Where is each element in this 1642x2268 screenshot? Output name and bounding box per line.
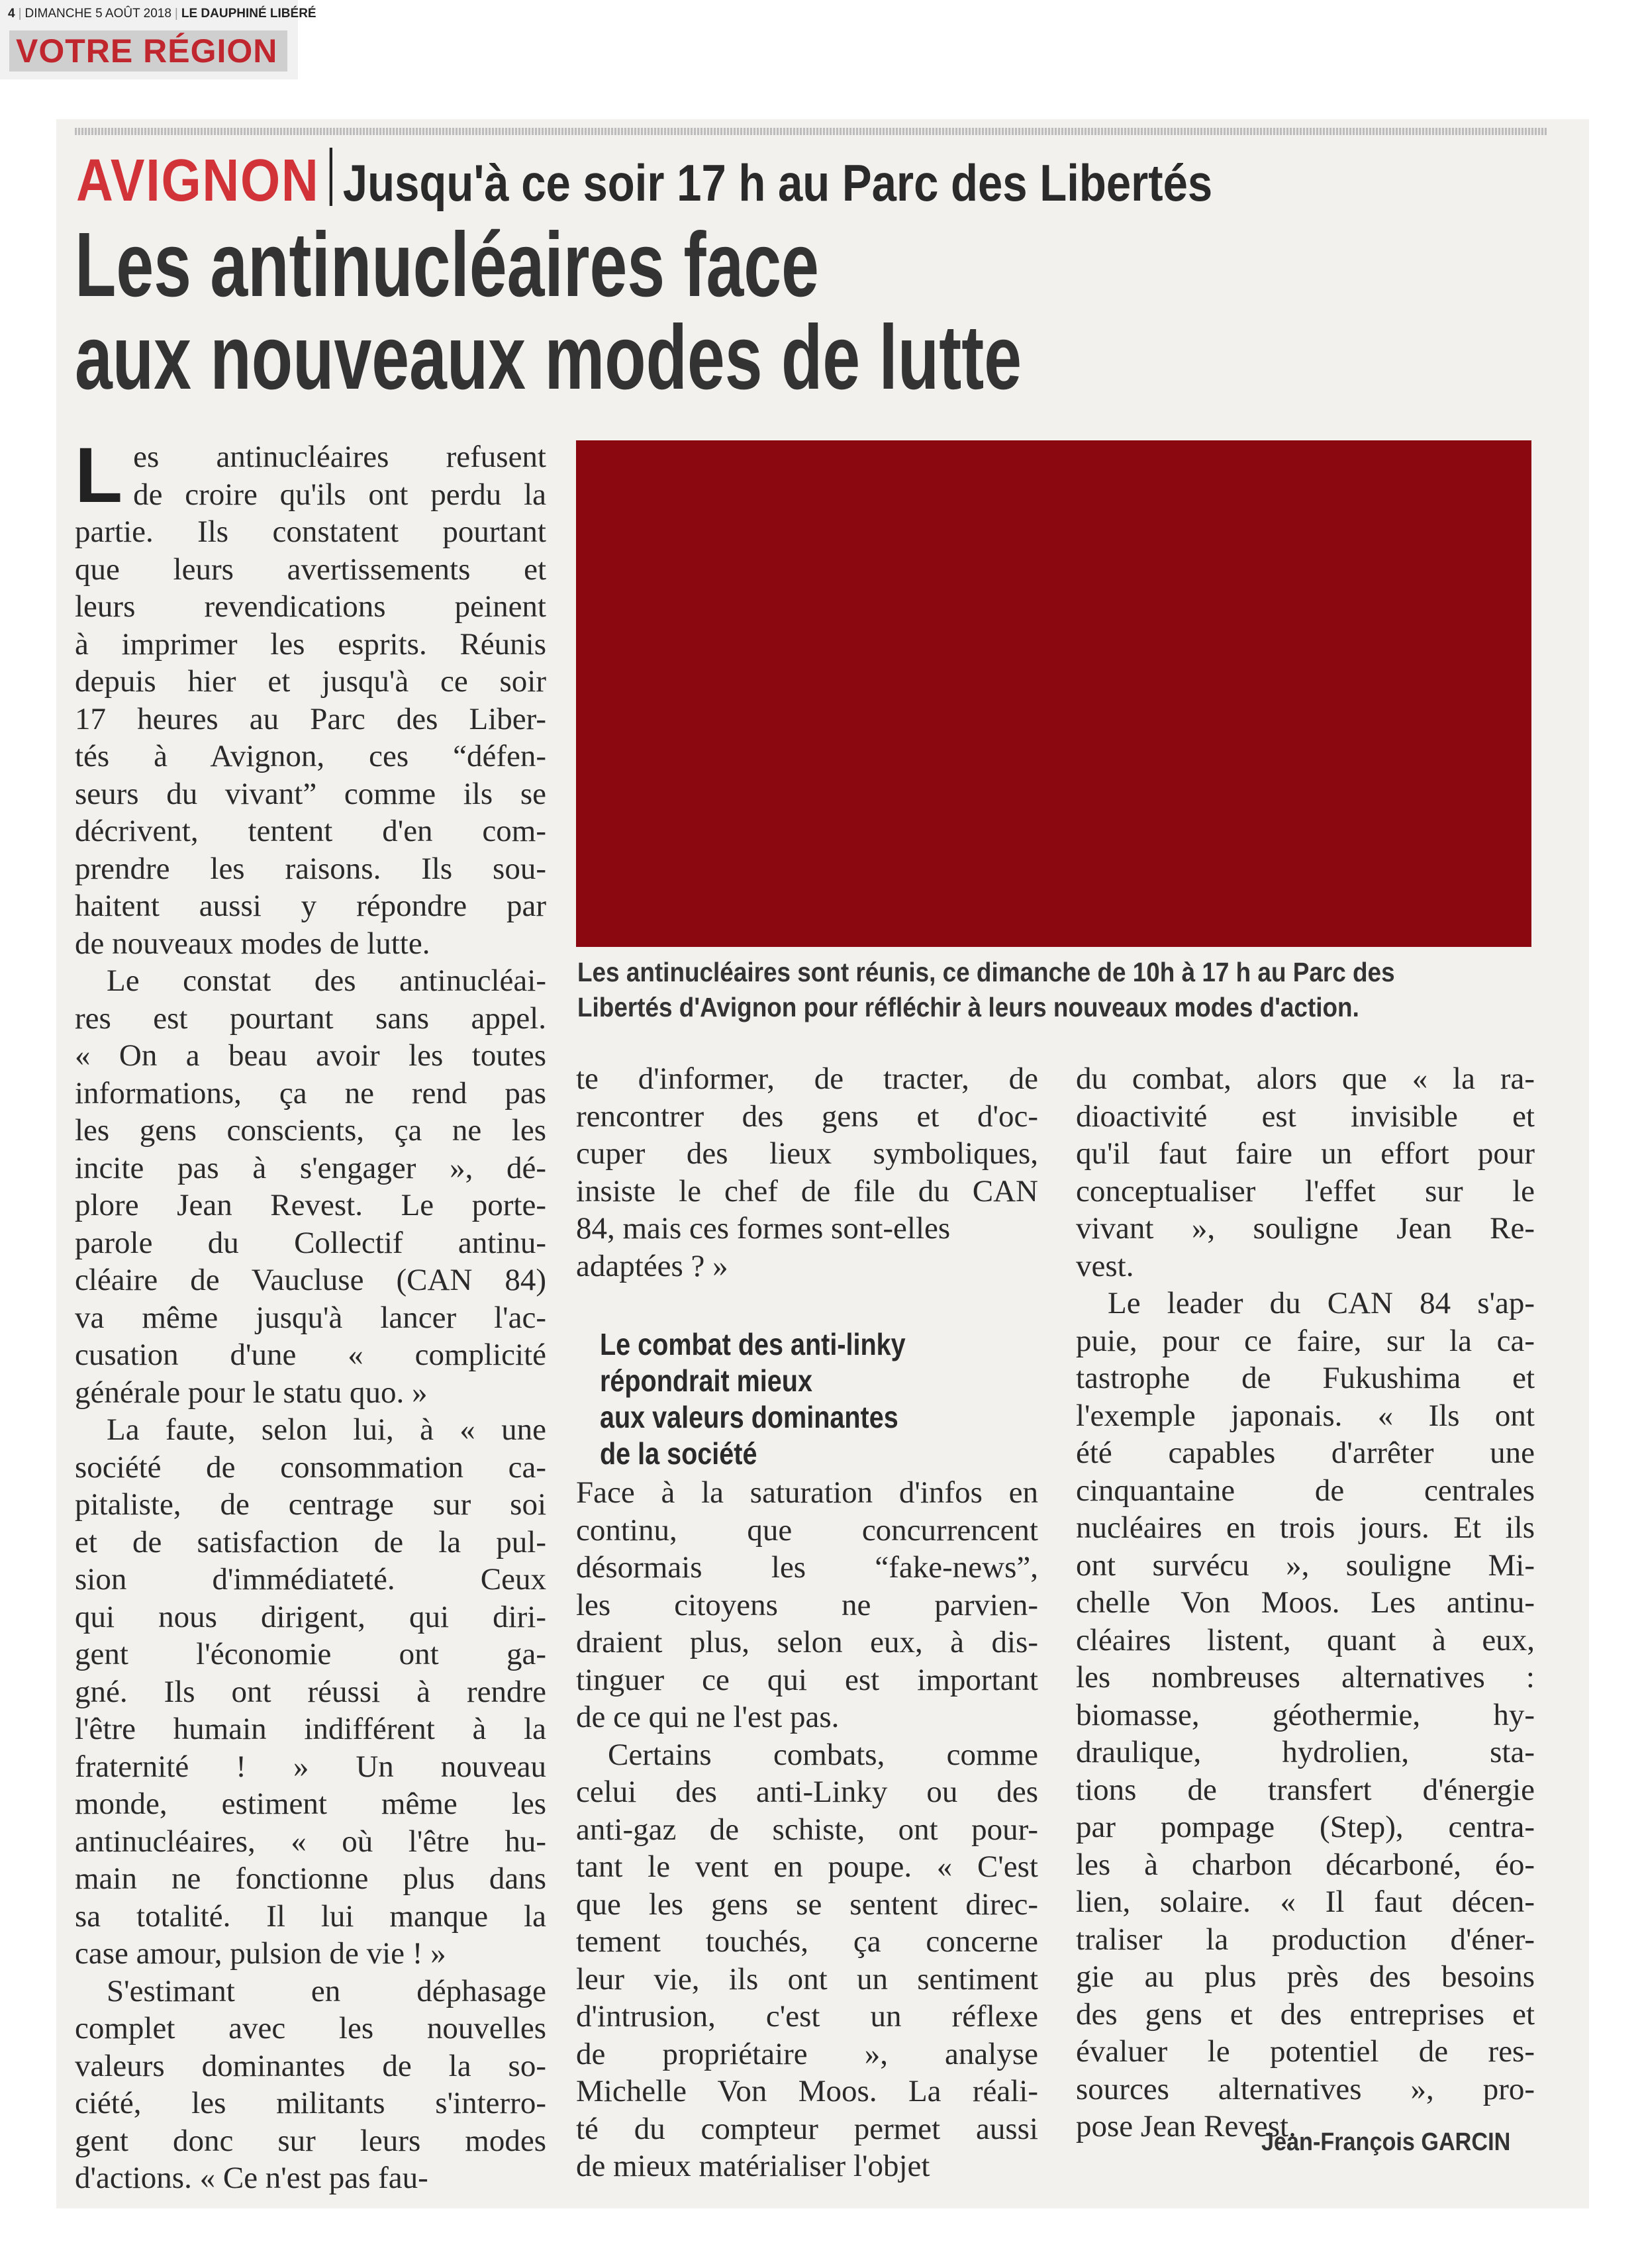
text-line: anti-gaz de schiste, ont pour- — [576, 1812, 1038, 1847]
article-kicker — [76, 147, 1212, 213]
text-line: vivant », souligne Jean Re- — [1076, 1211, 1535, 1246]
text-line: par pompage (Step), centra- — [1076, 1810, 1535, 1844]
folio-line: 4 | DIMANCHE 5 AOÛT 2018 | LE DAUPHINÉ LIBÉRÉ — [8, 7, 316, 21]
text-line: partie. Ils constatent pourtant — [75, 515, 546, 549]
text-line: traliser la production d'éner- — [1076, 1922, 1535, 1957]
text-line: les nombreuses alternatives : — [1076, 1660, 1535, 1695]
text-line: sa totalité. Il lui manque la — [75, 1898, 546, 1934]
column-2-body-bottom — [576, 1474, 1038, 2185]
caption-line: Libertés d'Avignon pour réfléchir à leurs nouveaux modes d'action. — [577, 992, 1359, 1022]
column-1 — [75, 432, 546, 2197]
page-number: 4 — [8, 7, 15, 21]
text-line: gent donc sur leurs modes — [75, 2123, 546, 2158]
section-banner — [9, 30, 287, 72]
column-1-body — [75, 513, 546, 2197]
text-line: d'intrusion, c'est un réflexe — [576, 1999, 1038, 2034]
text-line: ont survécu », souligne Mi- — [1076, 1548, 1535, 1583]
headline-line: Les antinucléaires face — [75, 214, 819, 316]
column-3-body — [1076, 1060, 1535, 2145]
text-line: du combat, alors que « la ra- — [1076, 1061, 1535, 1096]
headline-line: aux nouveaux modes de lutte — [75, 307, 1022, 409]
text-line: Le constat des antinucléai- — [107, 963, 546, 998]
text-line: gné. Ils ont réussi à rendre — [75, 1674, 546, 1709]
subhead-line: de la société — [600, 1436, 757, 1471]
article-subtitle: Jusqu'à ce soir 17 h au Parc des Libertés — [342, 154, 1213, 212]
text-line: société de consommation ca- — [75, 1450, 546, 1485]
text-line: té du compteur permet aussi — [576, 2111, 1038, 2146]
text-line: cuper des lieux symboliques, — [576, 1136, 1038, 1171]
kicker-divider — [330, 148, 332, 206]
text-line: res est pourtant sans appel. — [75, 1001, 546, 1036]
text-line: désormais les “fake-news”, — [576, 1550, 1038, 1585]
text-line: et de satisfaction de la pul- — [75, 1524, 546, 1559]
text-line: leur vie, ils ont un sentiment — [576, 1961, 1038, 1997]
text-line: générale pour le statu quo. » — [75, 1375, 428, 1410]
article-author: Jean-François GARCIN — [1261, 2128, 1511, 2156]
text-line: plore Jean Revest. Le porte- — [75, 1188, 546, 1222]
text-line: des gens et des entreprises et — [1076, 1997, 1535, 2032]
text-line: « On a beau avoir les toutes — [75, 1038, 546, 1073]
text-line: qui nous dirigent, qui diri- — [75, 1599, 546, 1634]
text-line: tastrophe de Fukushima et — [1076, 1361, 1535, 1395]
text-line: fraternité ! » Un nouveau — [75, 1749, 546, 1784]
text-line: Certains combats, comme — [608, 1737, 1038, 1772]
text-line: rencontrer des gens et d'oc- — [576, 1099, 1038, 1134]
column-3 — [1076, 1060, 1535, 2145]
text-line: va même jusqu'à lancer l'ac- — [75, 1300, 546, 1335]
text-line: incite pas à s'engager », dé- — [75, 1150, 546, 1185]
text-line: vest. — [1076, 1248, 1134, 1283]
text-line: cléaires listent, quant à eux, — [1076, 1622, 1535, 1657]
text-line: es antinucléaires refusent — [133, 440, 546, 474]
column-2 — [576, 1060, 1038, 2185]
newspaper-name: LE DAUPHINÉ LIBÉRÉ — [181, 7, 316, 21]
text-line: insiste le chef de file du CAN — [576, 1173, 1038, 1208]
text-line: pose Jean Revest. — [1076, 2109, 1296, 2144]
text-line: tions de transfert d'énergie — [1076, 1772, 1535, 1807]
text-line: les à charbon décarboné, éo- — [1076, 1847, 1535, 1882]
text-line: de nouveaux modes de lutte. — [75, 926, 430, 961]
drop-cap: L — [75, 432, 123, 519]
text-line: complet avec les nouvelles — [75, 2011, 546, 2046]
text-line: te d'informer, de tracter, de — [576, 1061, 1038, 1096]
text-line: Michelle Von Moos. La réali- — [576, 2074, 1038, 2108]
text-line: de ce qui ne l'est pas. — [576, 1700, 840, 1734]
text-line: valeurs dominantes de la so- — [75, 2048, 546, 2083]
text-line: tant le vent en poupe. « C'est — [576, 1849, 1038, 1884]
subhead-line: aux valeurs dominantes — [600, 1400, 898, 1434]
text-line: Le leader du CAN 84 s'ap- — [1108, 1286, 1535, 1320]
text-line: été capables d'arrêter une — [1076, 1436, 1535, 1470]
text-line: cinquantaine de centrales — [1076, 1473, 1535, 1508]
text-line: main ne fonctionne plus dans — [75, 1861, 546, 1896]
text-line: 84, mais ces formes sont-elles — [576, 1211, 951, 1246]
text-line: case amour, pulsion de vie ! » — [75, 1936, 446, 1971]
text-line: continu, que concurrencent — [576, 1512, 1038, 1548]
text-line: à imprimer les esprits. Réunis — [75, 626, 546, 662]
text-line: biomasse, géothermie, hy- — [1076, 1697, 1535, 1732]
text-line: haitent aussi y répondre par — [75, 889, 546, 923]
issue-date: DIMANCHE 5 AOÛT 2018 — [24, 7, 171, 21]
text-line: cusation d'une « complicité — [75, 1338, 546, 1372]
text-line: draient plus, selon eux, à dis- — [576, 1625, 1038, 1659]
text-line: tement touchés, ça concerne — [576, 1924, 1038, 1959]
text-line: prendre les raisons. Ils sou- — [75, 851, 546, 886]
text-line: monde, estiment même les — [75, 1787, 546, 1821]
text-line: pitaliste, de centrage sur soi — [75, 1487, 546, 1522]
text-line: que les gens se sentent direc- — [576, 1887, 1038, 1922]
text-line: Face à la saturation d'infos en — [576, 1475, 1038, 1510]
text-line: l'être humain indifférent à la — [75, 1712, 546, 1746]
text-line: de propriétaire », analyse — [576, 2036, 1038, 2071]
text-line: conceptualiser l'effet sur le — [1076, 1173, 1535, 1208]
text-line: lien, solaire. « Il faut décen- — [1076, 1885, 1535, 1919]
text-line: de mieux matérialiser l'objet — [576, 2149, 930, 2183]
text-line: les citoyens ne parvien- — [576, 1587, 1038, 1622]
text-line: tinguer ce qui est important — [576, 1662, 1038, 1697]
text-line: seurs du vivant” comme ils se — [75, 776, 546, 811]
text-line: sion d'immédiateté. Ceux — [75, 1562, 546, 1597]
text-line: l'exemple japonais. « Ils ont — [1076, 1398, 1535, 1433]
subhead-line: Le combat des anti-linky — [600, 1327, 906, 1361]
text-line: chelle Von Moos. Les antinu- — [1076, 1585, 1535, 1620]
text-line: nucléaires en trois jours. Et ils — [1076, 1510, 1535, 1545]
text-line: sources alternatives », pro- — [1076, 2071, 1535, 2106]
text-line: les gens conscients, ça ne les — [75, 1113, 546, 1148]
caption-line: Les antinucléaires sont réunis, ce dimanche de 10h à 17 h au Parc des — [577, 957, 1395, 987]
text-line: draulique, hydrolien, sta- — [1076, 1735, 1535, 1769]
article-subhead — [600, 1326, 1038, 1472]
text-line: 17 heures au Parc des Liber- — [75, 701, 546, 736]
text-line: adaptées ? » — [576, 1248, 728, 1283]
text-line: depuis hier et jusqu'à ce soir — [75, 664, 546, 699]
subhead-line: répondrait mieux — [600, 1363, 812, 1398]
text-line: gent l'économie ont ga- — [75, 1637, 546, 1671]
text-line: de croire qu'ils ont perdu la — [133, 477, 546, 512]
text-line: ciété, les militants s'interro- — [75, 2086, 546, 2120]
text-line: décrivent, tentent d'en com- — [75, 814, 546, 848]
text-line: évaluer le potentiel de res- — [1076, 2034, 1535, 2069]
article-clipping — [56, 119, 1589, 2208]
text-line: gie au plus près des besoins — [1076, 1959, 1535, 1994]
text-line: cléaire de Vaucluse (CAN 84) — [75, 1263, 546, 1297]
page-masthead — [0, 0, 316, 79]
text-line: celui des anti-Linky ou des — [576, 1775, 1038, 1809]
text-line: informations, ça ne rend pas — [75, 1075, 546, 1110]
text-line: La faute, selon lui, à « une — [107, 1412, 546, 1447]
text-line: S'estimant en déphasage — [107, 1973, 546, 2008]
column-2-body-top — [576, 1060, 1038, 1285]
text-line: que leurs avertissements et — [75, 552, 546, 587]
text-line: antinucléaires, « où l'être hu- — [75, 1824, 546, 1859]
article-photo-redacted — [576, 440, 1531, 947]
text-line: d'actions. « Ce n'est pas fau- — [75, 2161, 428, 2195]
top-rule — [75, 128, 1547, 135]
article-location: AVIGNON — [76, 148, 320, 214]
text-line: parole du Collectif antinu- — [75, 1225, 546, 1260]
text-line: qu'il faut faire un effort pour — [1076, 1136, 1535, 1171]
photo-caption — [577, 955, 1537, 1025]
article-headline — [75, 214, 1349, 409]
text-line: dioactivité est invisible et — [1076, 1099, 1535, 1134]
text-line: puie, pour ce faire, sur la ca- — [1076, 1323, 1535, 1358]
text-line: leurs revendications peinent — [75, 589, 546, 624]
section-title: VOTRE RÉGION — [16, 32, 278, 70]
text-line: tés à Avignon, ces “défen- — [75, 739, 546, 773]
